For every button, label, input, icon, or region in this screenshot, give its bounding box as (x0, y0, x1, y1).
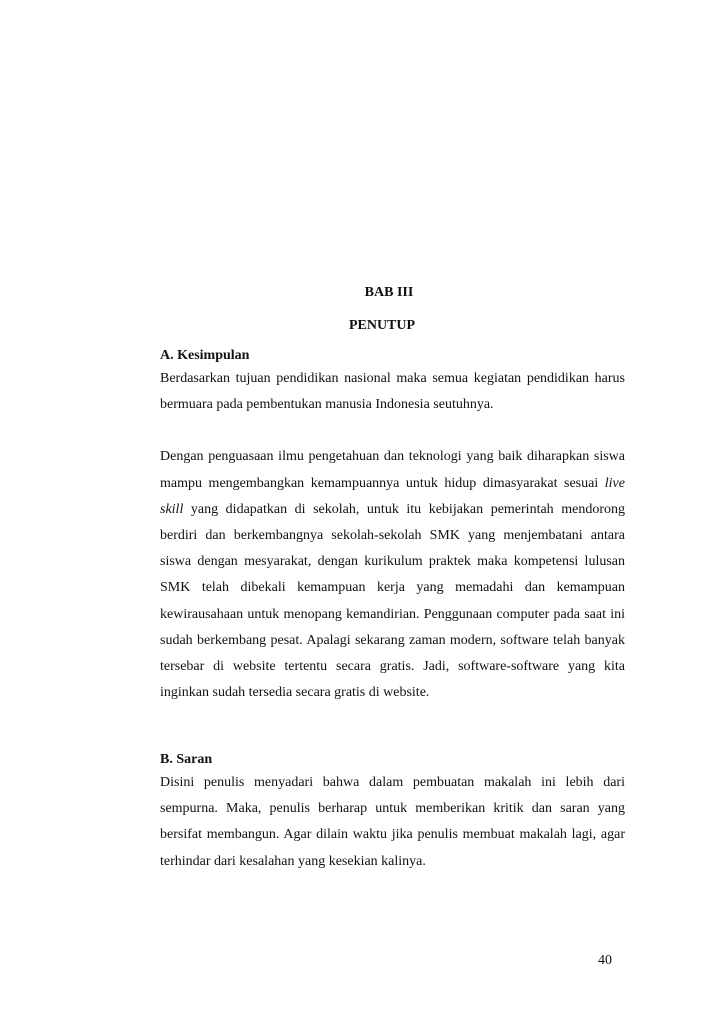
paragraph (160, 444, 625, 706)
chapter-number: BAB III (364, 285, 414, 300)
paragraph: Disini penulis menyadari bahwa dalam pembuatan makalah ini lebih dari sempurna. Maka, penulis berharap untuk memberikan kritik dan saran yang bersifat membangun. Agar dilain waktu jika penulis membuat makalah lagi, agar terhindar dari kesalahan yang kesekian kalinya. (160, 775, 625, 869)
paragraph-text: yang didapatkan di sekolah, untuk itu kebijakan pemerintah mendorong berdiri dan berkembangnya sekolah-sekolah SMK yang menjembatani antara siswa dengan mesyarakat, dengan kurikulum praktek maka kompetensi lulusan SMK telah dibekali kemampuan kerja yang memadahi dan kemampuan kewirausahaan untuk menopang kemandirian. Penggunaan computer pada saat ini sudah berkembang pesat. Apalagi sekarang zaman modern, software telah banyak tersebar di website tertentu secara gratis. Jadi, software-software yang kita inginkan sudah tersedia secara gratis di website. (160, 501, 625, 701)
paragraph: Berdasarkan tujuan pendidikan nasional maka semua kegiatan pendidikan harus bermuara pada pembentukan manusia Indonesia seutuhnya. (160, 371, 625, 413)
section-heading: A. Kesimpulan (160, 348, 250, 363)
section-heading: B. Saran (160, 752, 213, 767)
italic-term: live skill (160, 475, 625, 517)
chapter-title: PENUTUP (348, 318, 416, 333)
section-saran (160, 750, 625, 875)
page-number: 40 (598, 953, 612, 968)
paragraph-text: Dengan penguasaan ilmu pengetahuan dan teknologi yang baik diharapkan siswa mampu mengembangkan kemampuannya untuk hidup dimasyarakat sesuai (160, 449, 625, 491)
section-kesimpulan (160, 346, 625, 706)
